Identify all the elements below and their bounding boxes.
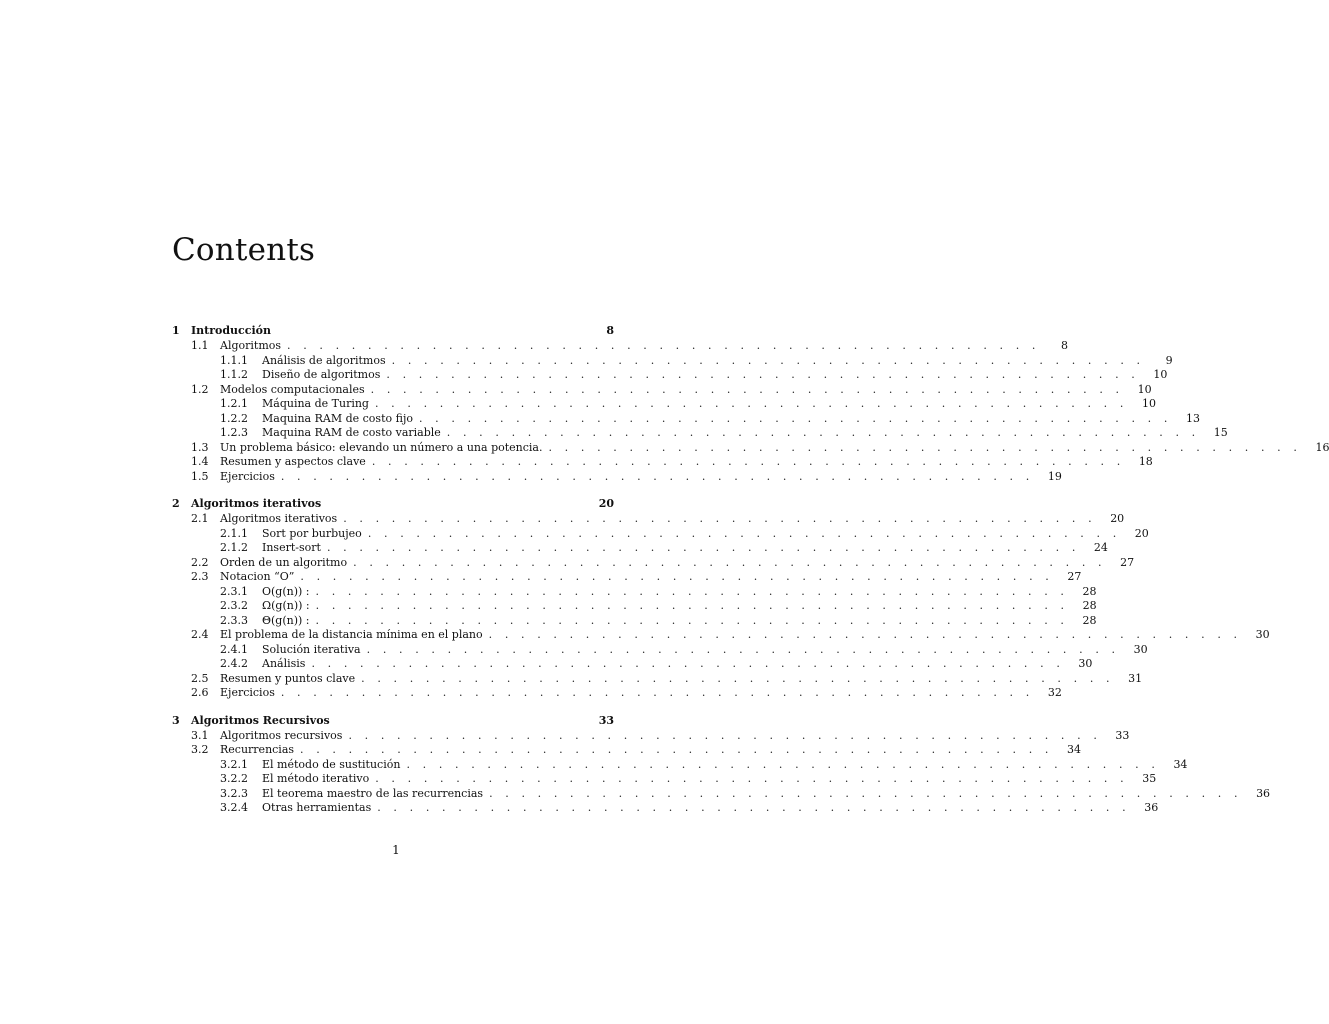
subsection-title: El método de sustitución [262, 757, 401, 771]
dot-leader: . . . . . . . . . . . . . . . . . . . . . . . . . . . . . . . . . . . . . . . . . . . . . . . [287, 339, 1041, 352]
toc-subsection-row[interactable] [172, 584, 1097, 600]
section-title: Ejercicios [220, 686, 275, 699]
section-number: 2.6 [191, 686, 209, 699]
dot-leader: . . . . . . . . . . . . . . . . . . . . . . . . . . . . . . . . . . . . . . . . . . . . . . . [367, 526, 1121, 540]
subsection-number: 1.1.2 [220, 368, 248, 381]
subsection-number: 3.2.4 [220, 801, 248, 814]
subsection-number: 2.4.2 [220, 657, 248, 670]
chapter-title: Introducción [191, 324, 271, 337]
subsection-number: 2.3.2 [220, 599, 248, 612]
entry-page-number: 18 [1138, 455, 1153, 468]
toc-subsection-row[interactable] [172, 411, 1200, 427]
section-title: El problema de la distancia mínima en el plano [220, 628, 483, 641]
dot-leader: . . . . . . . . . . . . . . . . . . . . . . . . . . . . . . . . . . . . . . . . . . . . . . . [315, 599, 1069, 612]
subsection-number: 3.2.2 [220, 772, 248, 785]
subsection-number: 2.1.1 [220, 526, 248, 540]
subsection-title: Insert-sort [262, 541, 321, 554]
dot-leader: . . . . . . . . . . . . . . . . . . . . . . . . . . . . . . . . . . . . . . . . . . . . . . . [371, 455, 1125, 468]
subsection-title: El teorema maestro de las recurrencias [262, 786, 484, 800]
toc-chapter [172, 496, 1270, 701]
toc-subsection-row[interactable] [172, 786, 1271, 802]
subsection-title: Otras herramientas [262, 801, 372, 814]
chapter-number: 3 [172, 713, 180, 727]
toc-subsection-row[interactable] [172, 772, 1157, 787]
entry-page-number: 34 [1173, 757, 1188, 771]
dot-leader: . . . . . . . . . . . . . . . . . . . . . . . . . . . . . . . . . . . . . . . . . . . . . . . [374, 397, 1128, 410]
page-title: Contents [172, 232, 316, 268]
entry-page-number: 13 [1185, 411, 1200, 425]
toc-section-row[interactable] [172, 570, 1082, 585]
subsection-title: Maquina RAM de costo fijo [262, 411, 413, 425]
entry-page-number: 33 [1115, 728, 1130, 742]
toc-subsection-row[interactable] [172, 613, 1097, 629]
toc-section-row[interactable] [172, 628, 1270, 643]
toc-section-row[interactable] [172, 339, 1069, 354]
dot-leader: . . . . . . . . . . . . . . . . . . . . . . . . . . . . . . . . . . . . . . . . . . . . . . . [377, 801, 1131, 814]
section-number: 2.1 [191, 512, 209, 525]
toc-chapter [172, 323, 1329, 484]
toc-section-row[interactable] [172, 382, 1152, 398]
dot-leader: . . . . . . . . . . . . . . . . . . . . . . . . . . . . . . . . . . . . . . . . . . . . . . . [406, 757, 1160, 771]
entry-page-number: 30 [1078, 657, 1093, 670]
section-number: 3.1 [191, 728, 209, 742]
subsection-number: 2.3.1 [220, 584, 248, 598]
toc-section-row[interactable] [172, 555, 1135, 571]
dot-leader: . . . . . . . . . . . . . . . . . . . . . . . . . . . . . . . . . . . . . . . . . . . . . . . [418, 411, 1172, 425]
entry-page-number: 36 [1144, 801, 1159, 814]
section-number: 1.2 [191, 382, 209, 396]
subsection-number: 1.2.3 [220, 426, 248, 439]
subsection-number: 3.2.1 [220, 757, 248, 771]
chapter-number: 2 [172, 497, 180, 510]
section-title: Orden de un algoritmo [220, 555, 348, 569]
dot-leader: . . . . . . . . . . . . . . . . . . . . . . . . . . . . . . . . . . . . . . . . . . . . . . . [280, 686, 1034, 699]
subsection-title: Θ(g(n)) : [262, 613, 310, 627]
entry-page-number: 19 [1047, 469, 1062, 483]
dot-leader: . . . . . . . . . . . . . . . . . . . . . . . . . . . . . . . . . . . . . . . . . . . . . . . [548, 440, 1302, 454]
subsection-title: Maquina RAM de costo variable [262, 426, 441, 439]
dot-leader: . . . . . . . . . . . . . . . . . . . . . . . . . . . . . . . . . . . . . . . . . . . . . . . [366, 642, 1120, 656]
toc-section-row[interactable] [172, 743, 1082, 758]
subsection-title: Diseño de algoritmos [262, 368, 381, 381]
dot-leader: . . . . . . . . . . . . . . . . . . . . . . . . . . . . . . . . . . . . . . . . . . . . . . . [300, 570, 1054, 583]
toc-subsection-row[interactable] [172, 599, 1097, 614]
dot-leader: . . . . . . . . . . . . . . . . . . . . . . . . . . . . . . . . . . . . . . . . . . . . . . . [315, 584, 1069, 598]
subsection-title: Análisis [262, 657, 306, 670]
section-title: Ejercicios [220, 469, 275, 483]
toc-subsection-row[interactable] [172, 757, 1188, 773]
toc-subsection-row[interactable] [172, 368, 1168, 383]
entry-page-number: 8 [1061, 339, 1069, 352]
section-number: 1.5 [191, 469, 209, 483]
section-title: Modelos computacionales [220, 382, 365, 396]
section-number: 2.3 [191, 570, 209, 583]
subsection-title: Máquina de Turing [262, 397, 369, 410]
entry-page-number: 24 [1093, 541, 1108, 554]
dot-leader: . . . . . . . . . . . . . . . . . . . . . . . . . . . . . . . . . . . . . . . . . . . . . . . [315, 613, 1069, 627]
section-title: Resumen y aspectos clave [220, 455, 366, 468]
section-number: 2.4 [191, 628, 209, 641]
subsection-number: 3.2.3 [220, 786, 248, 800]
subsection-number: 2.3.3 [220, 613, 248, 627]
toc-section-row[interactable] [172, 671, 1143, 687]
dot-leader: . . . . . . . . . . . . . . . . . . . . . . . . . . . . . . . . . . . . . . . . . . . . . . . [300, 743, 1054, 756]
entry-page-number: 31 [1128, 671, 1143, 685]
entry-page-number: 35 [1142, 772, 1157, 785]
entry-page-number: 10 [1141, 397, 1156, 410]
toc-section-row[interactable] [172, 440, 1329, 456]
section-number: 1.4 [191, 455, 209, 468]
dot-leader: . . . . . . . . . . . . . . . . . . . . . . . . . . . . . . . . . . . . . . . . . . . . . . . [370, 382, 1124, 396]
toc-section-row[interactable] [172, 728, 1130, 744]
section-number: 1.1 [191, 339, 209, 352]
toc-subsection-row[interactable] [172, 397, 1156, 412]
subsection-number: 1.2.1 [220, 397, 248, 410]
subsection-title: El método iterativo [262, 772, 370, 785]
section-title: Resumen y puntos clave [220, 671, 356, 685]
entry-page-number: 32 [1047, 686, 1062, 699]
toc-chapter-row[interactable] [172, 496, 614, 512]
dot-leader: . . . . . . . . . . . . . . . . . . . . . . . . . . . . . . . . . . . . . . . . . . . . . . . [489, 786, 1243, 800]
section-number: 2.2 [191, 555, 209, 569]
toc-section-row[interactable] [172, 455, 1153, 470]
toc-section-row[interactable] [172, 686, 1062, 701]
chapter-title: Algoritmos iterativos [191, 497, 322, 510]
chapter-page-number: 33 [598, 713, 614, 727]
dot-leader: . . . . . . . . . . . . . . . . . . . . . . . . . . . . . . . . . . . . . . . . . . . . . . . [343, 512, 1097, 525]
dot-leader: . . . . . . . . . . . . . . . . . . . . . . . . . . . . . . . . . . . . . . . . . . . . . . . [353, 555, 1107, 569]
section-title: Un problema básico: elevando un número a una potencia. [220, 440, 543, 454]
section-number: 1.3 [191, 440, 209, 454]
table-of-contents [172, 323, 1329, 828]
subsection-number: 2.4.1 [220, 642, 248, 656]
chapter-page-number: 20 [598, 497, 614, 510]
subsection-title: Ω(g(n)) : [262, 599, 310, 612]
toc-subsection-row[interactable] [172, 426, 1228, 441]
dot-leader: . . . . . . . . . . . . . . . . . . . . . . . . . . . . . . . . . . . . . . . . . . . . . . . [488, 628, 1242, 641]
entry-page-number: 30 [1133, 642, 1148, 656]
subsection-title: O(g(n)) : [262, 584, 310, 598]
dot-leader: . . . . . . . . . . . . . . . . . . . . . . . . . . . . . . . . . . . . . . . . . . . . . . . [361, 671, 1115, 685]
entry-page-number: 28 [1082, 599, 1097, 612]
toc-section-row[interactable] [172, 469, 1062, 485]
entry-page-number: 16 [1315, 440, 1329, 454]
toc-section-row[interactable] [172, 512, 1125, 527]
entry-page-number: 30 [1255, 628, 1270, 641]
toc-chapter [172, 713, 1271, 816]
section-title: Notacion “O” [220, 570, 295, 583]
toc-subsection-row[interactable] [172, 642, 1148, 658]
entry-page-number: 27 [1067, 570, 1082, 583]
dot-leader: . . . . . . . . . . . . . . . . . . . . . . . . . . . . . . . . . . . . . . . . . . . . . . . [348, 728, 1102, 742]
dot-leader: . . . . . . . . . . . . . . . . . . . . . . . . . . . . . . . . . . . . . . . . . . . . . . . [391, 353, 1145, 367]
chapter-title: Algoritmos Recursivos [191, 713, 330, 727]
entry-page-number: 9 [1165, 353, 1173, 367]
entry-page-number: 27 [1120, 555, 1135, 569]
page-number-footer: 1 [392, 843, 400, 857]
section-title: Algoritmos [220, 339, 282, 352]
subsection-number: 2.1.2 [220, 541, 248, 554]
toc-subsection-row[interactable] [172, 353, 1173, 369]
dot-leader: . . . . . . . . . . . . . . . . . . . . . . . . . . . . . . . . . . . . . . . . . . . . . . . [311, 657, 1065, 670]
subsection-title: Análisis de algoritmos [262, 353, 386, 367]
entry-page-number: 20 [1134, 526, 1149, 540]
chapter-page-number: 8 [606, 324, 614, 337]
subsection-title: Sort por burbujeo [262, 526, 362, 540]
section-number: 2.5 [191, 671, 209, 685]
dot-leader: . . . . . . . . . . . . . . . . . . . . . . . . . . . . . . . . . . . . . . . . . . . . . . . [386, 368, 1140, 381]
toc-subsection-row[interactable] [172, 526, 1149, 542]
entry-page-number: 15 [1213, 426, 1228, 439]
entry-page-number: 28 [1082, 613, 1097, 627]
subsection-number: 1.2.2 [220, 411, 248, 425]
entry-page-number: 36 [1256, 786, 1271, 800]
toc-chapter-row[interactable] [172, 713, 614, 729]
section-title: Algoritmos iterativos [220, 512, 338, 525]
section-number: 3.2 [191, 743, 209, 756]
dot-leader: . . . . . . . . . . . . . . . . . . . . . . . . . . . . . . . . . . . . . . . . . . . . . . . [375, 772, 1129, 785]
entry-page-number: 20 [1110, 512, 1125, 525]
toc-subsection-row[interactable] [172, 801, 1159, 816]
dot-leader: . . . . . . . . . . . . . . . . . . . . . . . . . . . . . . . . . . . . . . . . . . . . . . . [326, 541, 1080, 554]
entry-page-number: 10 [1137, 382, 1152, 396]
toc-subsection-row[interactable] [172, 657, 1093, 672]
entry-page-number: 28 [1082, 584, 1097, 598]
section-title: Recurrencias [220, 743, 295, 756]
dot-leader: . . . . . . . . . . . . . . . . . . . . . . . . . . . . . . . . . . . . . . . . . . . . . . . [446, 426, 1200, 439]
dot-leader: . . . . . . . . . . . . . . . . . . . . . . . . . . . . . . . . . . . . . . . . . . . . . . . [280, 469, 1034, 483]
toc-chapter-row[interactable] [172, 323, 614, 339]
subsection-number: 1.1.1 [220, 353, 248, 367]
subsection-title: Solución iterativa [262, 642, 361, 656]
chapter-number: 1 [172, 324, 180, 337]
entry-page-number: 10 [1153, 368, 1168, 381]
entry-page-number: 34 [1067, 743, 1082, 756]
section-title: Algoritmos recursivos [220, 728, 343, 742]
toc-subsection-row[interactable] [172, 541, 1108, 556]
